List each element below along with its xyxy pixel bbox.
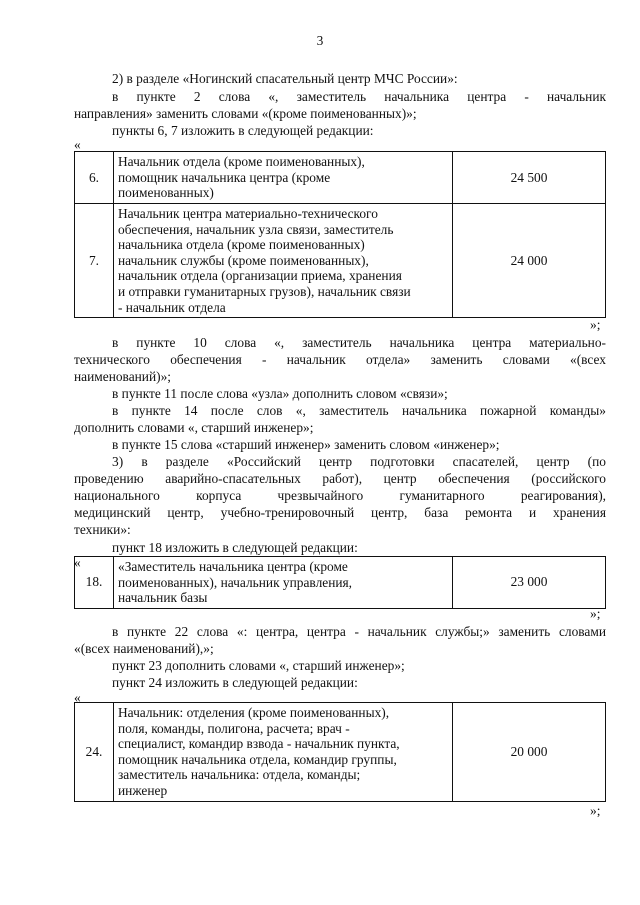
open-quote: « <box>74 137 81 152</box>
close-quote: »; <box>590 317 601 332</box>
table-row <box>75 204 606 318</box>
position-line: обеспечения, начальник узла связи, заместитель <box>118 221 394 237</box>
paragraph-line: направления» заменить словами «(кроме поименованных)»; <box>74 106 417 121</box>
paragraph-line: техники»: <box>74 522 131 537</box>
position-line: поименованных), начальник управления, <box>118 574 353 590</box>
paragraph-line: 3) в разделе «Российский центр подготовки спасателей, центр (по <box>112 454 606 469</box>
position-cell <box>114 204 453 318</box>
paragraph-line: в пункте 2 слова «, заместитель начальника центра - начальник <box>112 89 606 104</box>
position-line: поля, команды, полигона, расчета; врач - <box>118 720 350 736</box>
position-line: начальник базы <box>118 590 208 606</box>
position-line: помощник начальника центра (кроме <box>118 169 331 185</box>
position-line: Начальник отдела (кроме поименованных), <box>118 154 365 169</box>
close-quote: »; <box>590 803 601 818</box>
position-line: начальник отдела (организации приема, хранения <box>118 268 402 284</box>
position-line: поименованных) <box>118 185 214 201</box>
table-items-6-7 <box>74 151 606 318</box>
paragraph-line: в пункте 15 слова «старший инженер» заменить словом «инженер»; <box>112 437 500 452</box>
position-cell <box>114 557 453 609</box>
open-quote: « <box>74 690 81 705</box>
salary-value: 23 000 <box>453 557 606 609</box>
section-2-heading: 2) в разделе «Ногинский спасательный центр МЧС России»: <box>112 71 458 86</box>
row-number: 7. <box>75 204 114 318</box>
paragraph-line: наименований)»; <box>74 369 172 384</box>
paragraph-line: в пункте 10 слова «, заместитель начальника центра материально- <box>112 335 606 350</box>
position-line: Начальник: отделения (кроме поименованных), <box>118 705 390 720</box>
paragraph-line: национального корпуса чрезвычайного гуманитарного реагирования), <box>74 488 606 503</box>
position-line: и отправки гуманитарных грузов), начальник связи <box>118 283 411 299</box>
paragraph-line: дополнить словами «, старший инженер»; <box>74 420 314 435</box>
close-quote: »; <box>590 606 601 621</box>
position-line: «Заместитель начальника центра (кроме <box>118 559 348 574</box>
position-line: инженер <box>118 782 168 798</box>
row-number: 24. <box>75 703 114 802</box>
paragraph-line: «(всех наименований),»; <box>74 641 214 656</box>
table-item-24 <box>74 702 606 802</box>
salary-value: 24 500 <box>453 152 606 204</box>
position-line: Начальник центра материально-технического <box>118 206 378 221</box>
paragraph-line: медицинский центр, учебно-тренировочный центр, база ремонта и хранения <box>74 505 606 520</box>
table-row <box>75 703 606 802</box>
paragraph-line: технического обеспечения - начальник отдела» заменить словами «(всех <box>74 352 606 367</box>
paragraph-line: в пункте 11 после слова «узла» дополнить словом «связи»; <box>112 386 448 401</box>
open-quote: « <box>74 555 81 570</box>
paragraph-line: пункт 18 изложить в следующей редакции: <box>112 540 358 555</box>
table-item-18 <box>74 556 606 609</box>
position-line: заместитель начальника: отдела, команды; <box>118 767 361 783</box>
paragraph-line: в пункте 22 слова «: центра, центра - начальник службы;» заменить словами <box>112 624 606 639</box>
position-line: - начальник отдела <box>118 299 226 315</box>
position-cell <box>114 703 453 802</box>
row-number: 6. <box>75 152 114 204</box>
paragraph-line: пункт 23 дополнить словами «, старший инженер»; <box>112 658 405 673</box>
salary-value: 24 000 <box>453 204 606 318</box>
paragraph-line: проведению аварийно-спасательных работ), центр обеспечения (российского <box>74 471 606 486</box>
paragraph-line: пункты 6, 7 изложить в следующей редакции: <box>112 123 374 138</box>
table-row <box>75 557 606 609</box>
position-line: специалист, командир взвода - начальник пункта, <box>118 736 400 752</box>
position-line: начальника отдела (кроме поименованных) <box>118 237 365 253</box>
page-number: 3 <box>316 33 324 48</box>
row-number: 18. <box>75 557 114 609</box>
paragraph-line: пункт 24 изложить в следующей редакции: <box>112 675 358 690</box>
paragraph-line: в пункте 14 после слов «, заместитель начальника пожарной команды» <box>112 403 606 418</box>
salary-value: 20 000 <box>453 703 606 802</box>
table-row <box>75 152 606 204</box>
position-cell <box>114 152 453 204</box>
position-line: начальник службы (кроме поименованных), <box>118 252 369 268</box>
position-line: помощник начальника отдела, командир группы, <box>118 751 397 767</box>
